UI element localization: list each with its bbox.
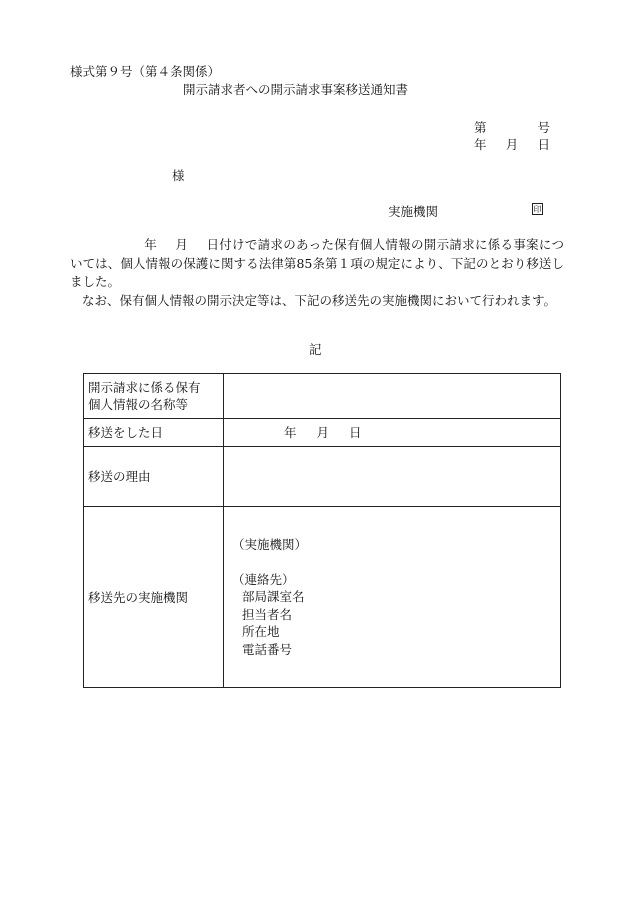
- destination-person-label: 担当者名: [242, 606, 293, 622]
- body-paragraph-2: [70, 292, 564, 311]
- destination-agency-label: 移送先の実施機関: [84, 507, 224, 688]
- destination-contact-label: （連絡先）: [232, 571, 295, 587]
- body-paragraph-2-text: なお、保有個人情報の開示決定等は、下記の移送先の実施機関において行われます。: [82, 292, 557, 308]
- transfer-detail-table: [83, 373, 561, 688]
- personal-info-name-label: [84, 374, 224, 419]
- issuer-org-label: 実施機関: [388, 204, 439, 219]
- transfer-date-month: 月: [316, 425, 330, 440]
- transfer-date-value[interactable]: [224, 419, 561, 447]
- notice-body: [70, 236, 564, 310]
- transfer-reason-value[interactable]: [224, 447, 561, 507]
- seal-text: 印: [533, 205, 542, 214]
- transfer-reason-label: 移送の理由: [84, 447, 224, 507]
- destination-phone-label: 電話番号: [242, 641, 293, 657]
- issue-date-month: 月: [505, 137, 519, 152]
- document-title: 開示請求者への開示請求事案移送通知書: [183, 82, 409, 97]
- table-row: [84, 374, 561, 419]
- table-row: [84, 419, 561, 447]
- transfer-date-day: 日: [349, 425, 362, 440]
- reference-number-prefix: 第: [474, 120, 487, 135]
- issue-date-day: 日: [537, 137, 550, 152]
- label-line: 個人情報の名称等: [88, 397, 189, 412]
- transfer-date-label: 移送をした日: [84, 419, 224, 447]
- transfer-date-year: 年: [284, 425, 297, 440]
- destination-dept-label: 部局課室名: [242, 589, 305, 604]
- destination-org-label: （実施機関）: [232, 537, 308, 552]
- body-date-year: 年: [144, 237, 158, 252]
- body-date-month: 月: [175, 237, 189, 252]
- issue-date-year: 年: [474, 137, 487, 152]
- destination-agency-value[interactable]: [224, 507, 561, 688]
- label-line: 開示請求に係る保有: [88, 380, 201, 395]
- personal-info-name-value[interactable]: [224, 374, 561, 419]
- table-row: [84, 447, 561, 507]
- addressee-honorific: 様: [172, 168, 185, 183]
- issue-date-row: [474, 135, 550, 153]
- form-number: 様式第９号（第４条関係）: [70, 64, 221, 79]
- seal-icon: [532, 203, 543, 215]
- reference-number-suffix: 号: [537, 120, 550, 135]
- body-paragraph-1-text: 日付けで請求のあった保有個人情報の開示請求に係る事案については、個人情報の保護に関する法律第85条第１項の規定により、下記のとおり移送しました。: [70, 237, 564, 289]
- table-row: [84, 507, 561, 688]
- reference-number-row: [474, 118, 550, 136]
- ki-heading: 記: [309, 342, 322, 357]
- body-paragraph-1: [70, 236, 564, 292]
- destination-address-label: 所在地: [242, 624, 280, 639]
